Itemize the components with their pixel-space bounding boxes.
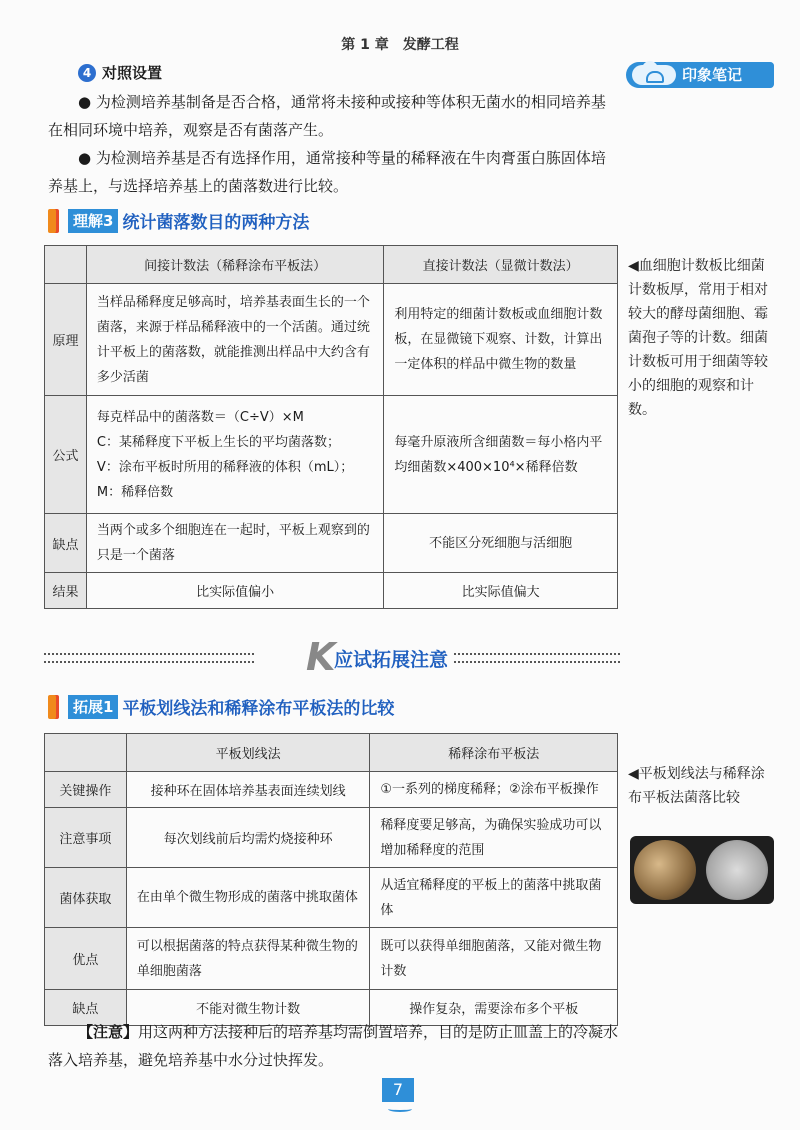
paragraph-control-2: ● 为检测培养基是否有选择作用，通常接种等量的稀释液在牛肉膏蛋白胨固体培养基上，与选择培养基上的菌落数进行比较。 [48, 149, 606, 195]
expand-heading [48, 694, 394, 719]
table-row [45, 284, 618, 396]
row-label: 注意事项 [45, 808, 127, 868]
table-row [45, 772, 618, 808]
note-paragraph [48, 1018, 620, 1074]
row-label: 缺点 [45, 514, 87, 573]
table-corner-cell [45, 734, 127, 772]
table-row [45, 928, 618, 990]
counting-methods-table [44, 245, 618, 609]
table-cell: 在由单个微生物形成的菌落中挑取菌体 [126, 868, 370, 928]
understand-heading [48, 208, 309, 233]
column-header: 稀释涂布平板法 [370, 734, 618, 772]
table-row [45, 514, 618, 573]
side-note-plating: ◀平板划线法与稀释涂布平板法菌落比较 [628, 766, 765, 806]
brand-badge [626, 62, 774, 88]
table-cell: ①一系列的梯度稀释；②涂布平板操作 [370, 772, 618, 808]
divider-dots [44, 653, 254, 663]
table-cell: 稀释度要足够高，为确保实验成功可以增加稀释度的范围 [370, 808, 618, 868]
brand-label: 印象笔记 [682, 66, 743, 84]
column-header: 直接计数法（显微计数法） [384, 246, 618, 284]
table-header-row [45, 246, 618, 284]
divider-dots [454, 653, 620, 663]
table-cell: 操作复杂，需要涂布多个平板 [370, 990, 618, 1026]
row-label: 缺点 [45, 990, 127, 1026]
row-label: 公式 [45, 396, 87, 514]
spread-plate-image [706, 840, 768, 900]
table-cell [86, 396, 383, 514]
table-header-row [45, 734, 618, 772]
table-row [45, 868, 618, 928]
side-note-counting: ◀血细胞计数板比细菌计数板厚，常用于相对较大的酵母菌细胞、霉菌孢子等的计数。细菌计数板可用于细菌等较小的细胞的观察和计数。 [628, 258, 768, 418]
table-corner-cell [45, 246, 87, 284]
table-row [45, 808, 618, 868]
table-cell: 从适宜稀释度的平板上的菌落中挑取菌体 [370, 868, 618, 928]
table-cell: 不能对微生物计数 [126, 990, 370, 1026]
petri-dish-photo [630, 836, 774, 904]
page-number: 7 [382, 1078, 414, 1102]
notebook-logo-icon [632, 65, 676, 85]
table-cell: 接种环在固体培养基表面连续划线 [126, 772, 370, 808]
table-cell: 既可以获得单细胞菌落，又能对微生物计数 [370, 928, 618, 990]
understand-tag: 理解3 [68, 209, 118, 233]
section-heading [78, 62, 162, 83]
number-4-icon: 4 [78, 64, 96, 82]
table-cell: 比实际值偏小 [86, 573, 383, 609]
table-cell: 可以根据菌落的特点获得某种微生物的单细胞菌落 [126, 928, 370, 990]
note-text: 用这两种方法接种后的培养基均需倒置培养，目的是防止皿盖上的冷凝水落入培养基，避免培养基中水分过快挥发。 [48, 1023, 619, 1069]
note-label: 【注意】 [78, 1023, 139, 1041]
row-label: 优点 [45, 928, 127, 990]
section-title: 对照设置 [102, 64, 163, 82]
plating-comparison-table [44, 733, 618, 1026]
row-label: 结果 [45, 573, 87, 609]
page-swoosh-icon [388, 1106, 412, 1112]
paragraph-control-1: ● 为检测培养基制备是否合格，通常将未接种或接种等体积无菌水的相同培养基在相同环境中培养，观察是否有菌落产生。 [48, 93, 606, 139]
expand-tag: 拓展1 [68, 695, 118, 719]
formula-line: C：某稀释度下平板上生长的平均菌落数； [96, 434, 340, 450]
table-row [45, 396, 618, 514]
table-cell: 比实际值偏大 [384, 573, 618, 609]
table-cell: 不能区分死细胞与活细胞 [384, 514, 618, 573]
row-label: 关键操作 [45, 772, 127, 808]
book-icon [48, 695, 56, 719]
row-label: 原理 [45, 284, 87, 396]
column-header: 平板划线法 [126, 734, 370, 772]
expand-title: 平板划线法和稀释涂布平板法的比较 [122, 699, 395, 719]
book-icon [48, 209, 56, 233]
understand-title: 统计菌落数目的两种方法 [122, 213, 310, 233]
table-cell: 每次划线前后均需灼烧接种环 [126, 808, 370, 868]
table-cell: 当样品稀释度足够高时，培养基表面生长的一个菌落，来源于样品稀释液中的一个活菌。通过统计平板上的菌落数，就能推测出样品中大约含有多少活菌 [86, 284, 383, 396]
section-divider [44, 635, 620, 679]
formula-line: M：稀释倍数 [96, 484, 174, 500]
table-cell: 当两个或多个细胞连在一起时，平板上观察到的只是一个菌落 [86, 514, 383, 573]
streak-plate-image [634, 840, 696, 900]
column-header: 间接计数法（稀释涂布平板法） [86, 246, 383, 284]
table-row [45, 573, 618, 609]
formula-line: 每克样品中的菌落数＝（C÷V）×M [96, 409, 304, 425]
formula-line: V：涂布平板时所用的稀释液的体积（mL）； [96, 459, 354, 475]
k-logo-icon: K [306, 635, 336, 679]
table-cell: 每毫升原液所含细菌数＝每小格内平均细菌数×400×10⁴×稀释倍数 [384, 396, 618, 514]
table-cell: 利用特定的细菌计数板或血细胞计数板，在显微镜下观察、计数，计算出一定体积的样品中微生物的数量 [384, 284, 618, 396]
divider-title: 应试拓展注意 [334, 649, 449, 671]
row-label: 菌体获取 [45, 868, 127, 928]
chapter-header: 第 1 章 发酵工程 [341, 37, 459, 53]
